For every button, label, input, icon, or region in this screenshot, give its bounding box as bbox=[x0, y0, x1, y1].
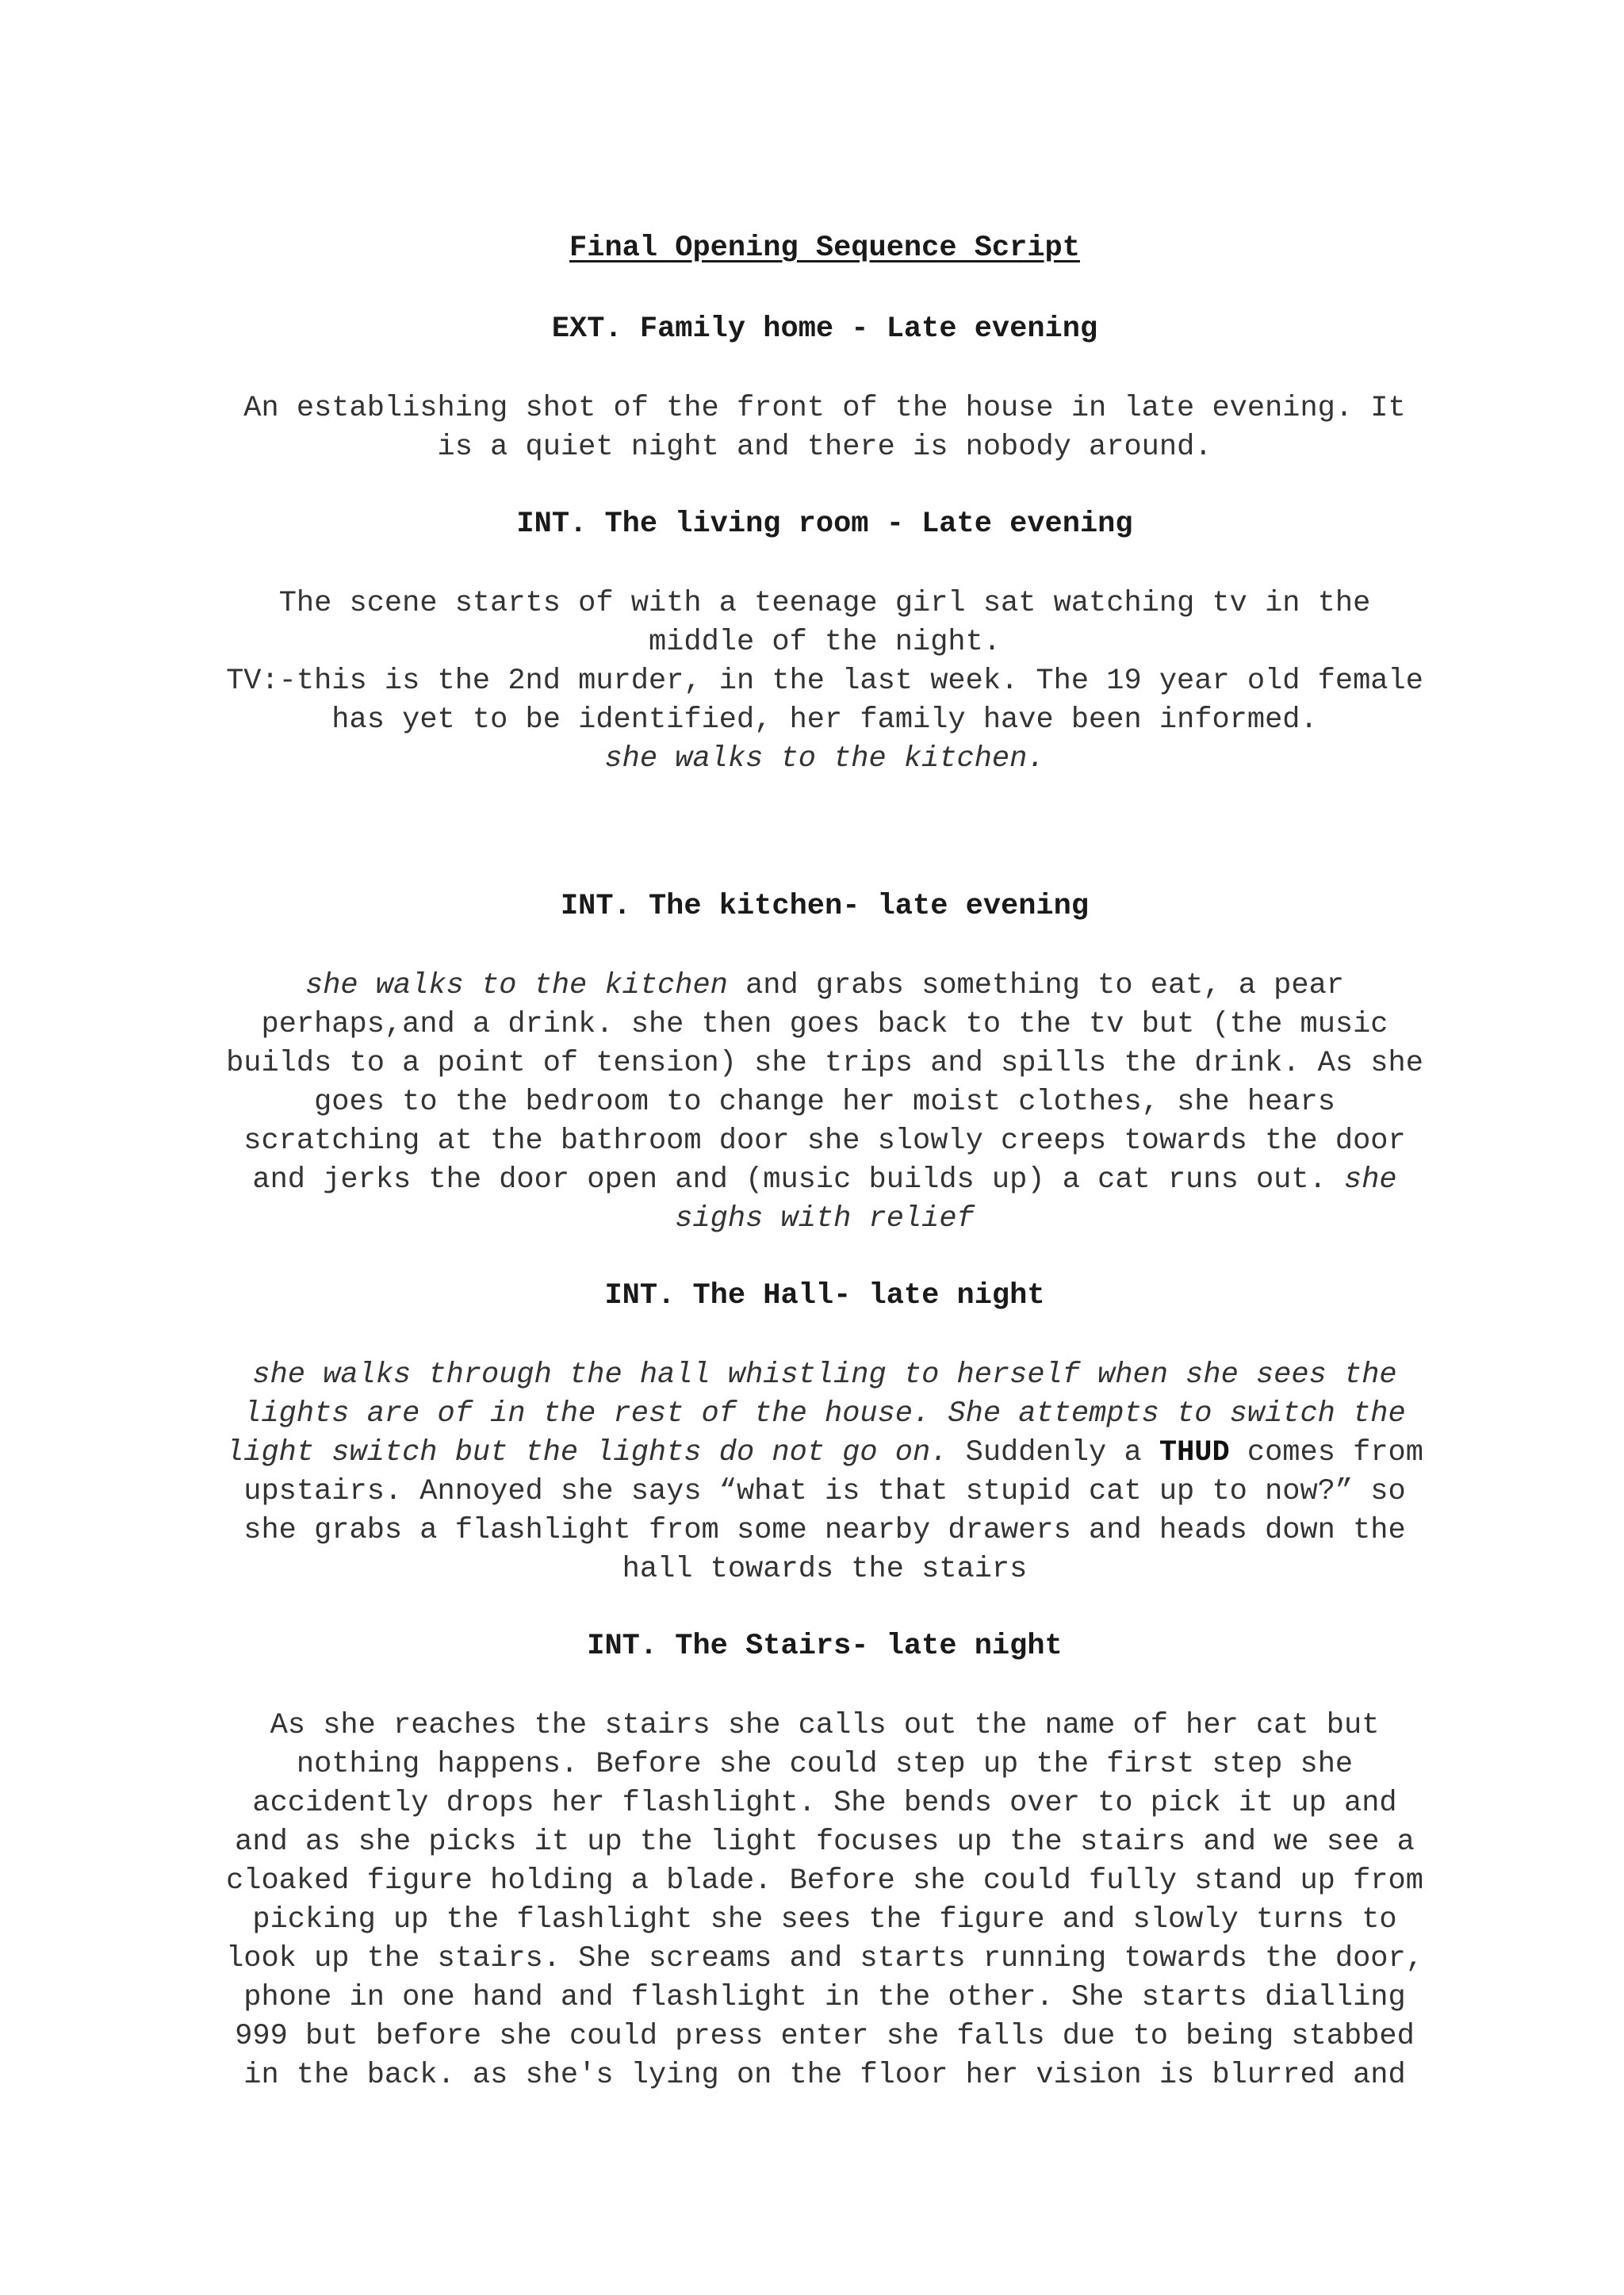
scene-description bbox=[190, 1356, 1459, 1589]
description-line bbox=[190, 1200, 1459, 1239]
description-line bbox=[190, 1122, 1459, 1161]
scene-heading: INT. The kitchen- late evening bbox=[560, 890, 1090, 923]
description-line bbox=[190, 1083, 1459, 1122]
text-segment: TV:-this is the 2nd murder, in the last week. The 19 year old female bbox=[226, 665, 1423, 698]
text-segment: An establishing shot of the front of the house in late evening. It bbox=[243, 392, 1406, 425]
text-segment: and jerks the door open and (music builds up) a cat runs out. bbox=[252, 1163, 1344, 1197]
scene-description bbox=[190, 389, 1459, 467]
scene-section bbox=[190, 887, 1459, 1239]
action-text: she walks to the kitchen bbox=[304, 969, 728, 1002]
description-line bbox=[190, 2056, 1459, 2095]
scene-heading: INT. The Stairs- late night bbox=[587, 1630, 1063, 1663]
description-line bbox=[190, 1823, 1459, 1862]
text-segment: scratching at the bathroom door she slowly creeps towards the door bbox=[243, 1125, 1406, 1158]
scene-heading: EXT. Family home - Late evening bbox=[551, 312, 1098, 346]
description-line bbox=[190, 662, 1459, 701]
description-line bbox=[190, 1434, 1459, 1473]
description-line bbox=[190, 1044, 1459, 1083]
scene-heading: INT. The living room - Late evening bbox=[516, 508, 1133, 541]
text-segment: hall towards the stairs bbox=[622, 1553, 1028, 1586]
description-line bbox=[190, 1473, 1459, 1511]
text-segment: comes from bbox=[1229, 1436, 1423, 1469]
script-content bbox=[190, 228, 1459, 2132]
description-line bbox=[190, 1745, 1459, 1784]
description-line bbox=[190, 389, 1459, 428]
description-line bbox=[190, 584, 1459, 623]
text-segment: picking up the flashlight she sees the figure and slowly turns to bbox=[252, 1903, 1397, 1937]
action-text: sighs with relief bbox=[675, 1202, 975, 1236]
scene-section bbox=[190, 1276, 1459, 1589]
action-text: light switch but the lights do not go on. bbox=[226, 1436, 948, 1469]
description-line bbox=[190, 967, 1459, 1006]
description-line bbox=[190, 1707, 1459, 1745]
page-title: Final Opening Sequence Script bbox=[569, 232, 1080, 265]
scene-description bbox=[190, 584, 1459, 779]
text-segment: accidently drops her flashlight. She bends over to pick it up and bbox=[252, 1787, 1397, 1820]
emphasis-text: THUD bbox=[1159, 1436, 1230, 1469]
action-text: lights are of in the rest of the house. She attempts to switch the bbox=[243, 1397, 1406, 1431]
text-segment: The scene starts of with a teenage girl sat watching tv in the bbox=[278, 587, 1371, 620]
description-line bbox=[190, 1356, 1459, 1395]
description-line bbox=[190, 1550, 1459, 1589]
text-segment: Suddenly a bbox=[948, 1436, 1159, 1469]
description-line bbox=[190, 1006, 1459, 1044]
scene-section bbox=[190, 309, 1459, 467]
description-line bbox=[190, 1511, 1459, 1550]
description-line bbox=[190, 428, 1459, 467]
scene-heading: INT. The Hall- late night bbox=[604, 1279, 1045, 1312]
text-segment: cloaked figure holding a blade. Before she could fully stand up from bbox=[226, 1864, 1423, 1898]
description-line bbox=[190, 740, 1459, 779]
text-segment: look up the stairs. She screams and starts running towards the door, bbox=[226, 1942, 1423, 1975]
description-line bbox=[190, 1901, 1459, 1940]
scene-list bbox=[190, 309, 1459, 2095]
text-segment: has yet to be identified, her family have been informed. bbox=[331, 703, 1318, 737]
action-text: she bbox=[1344, 1163, 1397, 1197]
description-line bbox=[190, 623, 1459, 662]
text-segment: middle of the night. bbox=[648, 626, 1002, 659]
text-segment: and grabs something to eat, a pear bbox=[727, 969, 1345, 1002]
action-text: she walks through the hall whistling to herself when she sees the bbox=[252, 1358, 1397, 1392]
text-segment: perhaps,and a drink. she then goes back to the tv but (the music bbox=[261, 1008, 1388, 1041]
text-segment: nothing happens. Before she could step up the first step she bbox=[296, 1748, 1354, 1781]
description-line bbox=[190, 1979, 1459, 2017]
description-line bbox=[190, 1940, 1459, 1979]
text-segment: in the back. as she's lying on the floor her vision is blurred and bbox=[243, 2059, 1406, 2092]
text-segment: and as she picks it up the light focuses up the stairs and we see a bbox=[235, 1826, 1415, 1859]
scene-section bbox=[190, 1626, 1459, 2095]
scene-section bbox=[190, 504, 1459, 779]
action-text: she walks to the kitchen. bbox=[604, 742, 1045, 776]
description-line bbox=[190, 1161, 1459, 1200]
text-segment: goes to the bedroom to change her moist clothes, she hears bbox=[314, 1086, 1335, 1119]
text-segment: phone in one hand and flashlight in the other. She starts dialling bbox=[243, 1981, 1406, 2014]
description-line bbox=[190, 2017, 1459, 2056]
description-line bbox=[190, 1395, 1459, 1434]
text-segment: is a quiet night and there is nobody around. bbox=[437, 431, 1212, 464]
text-segment: builds to a point of tension) she trips and spills the drink. As she bbox=[226, 1047, 1423, 1080]
description-line bbox=[190, 1862, 1459, 1901]
description-line bbox=[190, 1784, 1459, 1823]
scene-description bbox=[190, 1707, 1459, 2095]
description-line bbox=[190, 701, 1459, 740]
text-segment: 999 but before she could press enter she falls due to being stabbed bbox=[235, 2020, 1415, 2053]
text-segment: As she reaches the stairs she calls out the name of her cat but bbox=[270, 1709, 1380, 1742]
text-segment: upstairs. Annoyed she says “what is that stupid cat up to now?” so bbox=[243, 1475, 1406, 1508]
text-segment: she grabs a flashlight from some nearby drawers and heads down the bbox=[243, 1514, 1406, 1547]
scene-description bbox=[190, 967, 1459, 1239]
